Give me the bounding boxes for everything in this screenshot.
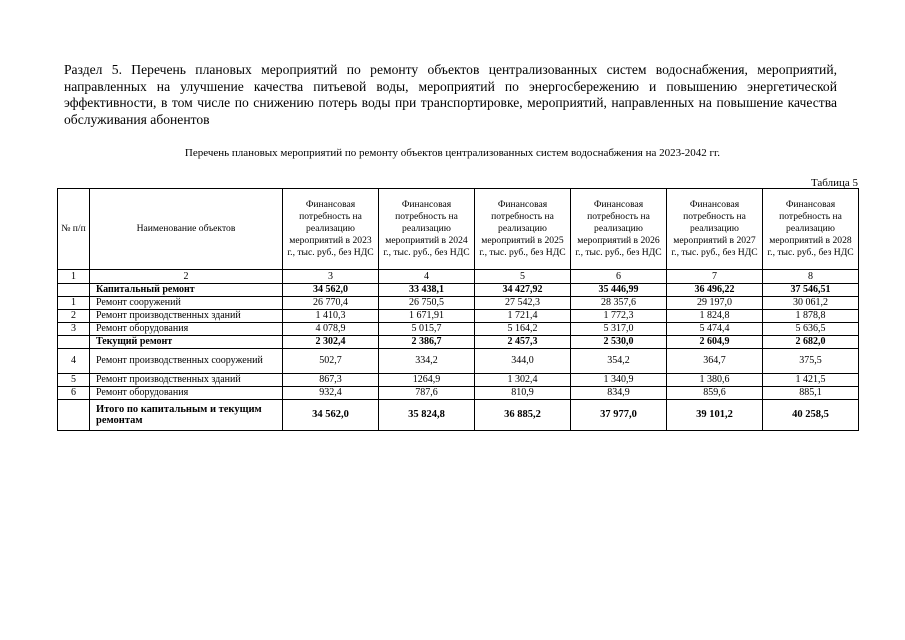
row-value: 5 015,7: [379, 323, 475, 336]
row-value: 834,9: [571, 387, 667, 400]
row-value: 1 721,4: [475, 310, 571, 323]
column-number: 8: [763, 270, 859, 284]
row-value: 2 530,0: [571, 336, 667, 349]
row-value: 334,2: [379, 349, 475, 374]
row-name: Ремонт сооружений: [90, 297, 283, 310]
row-name: Ремонт производственных зданий: [90, 374, 283, 387]
table-row-current-repair: [58, 336, 859, 349]
table-row: [58, 323, 859, 336]
row-value: 1 878,8: [763, 310, 859, 323]
row-index: 2: [58, 310, 90, 323]
row-value: 34 427,92: [475, 284, 571, 297]
row-value: 34 562,0: [283, 400, 379, 431]
header-year-2026: Финансовая потребность на реализацию мероприятий в 2026 г., тыс. руб., без НДС: [571, 189, 667, 270]
row-index: [58, 400, 90, 431]
table-row: [58, 349, 859, 374]
header-year-2028: Финансовая потребность на реализацию мероприятий в 2028 г., тыс. руб., без НДС: [763, 189, 859, 270]
header-name: Наименование объектов: [90, 189, 283, 270]
row-value: 859,6: [667, 387, 763, 400]
row-value: 26 770,4: [283, 297, 379, 310]
row-value: 867,3: [283, 374, 379, 387]
row-name: Капитальный ремонт: [90, 284, 283, 297]
row-value: 37 977,0: [571, 400, 667, 431]
row-value: 36 496,22: [667, 284, 763, 297]
row-value: 787,6: [379, 387, 475, 400]
row-value: 1 410,3: [283, 310, 379, 323]
table-row: [58, 297, 859, 310]
row-value: 1 772,3: [571, 310, 667, 323]
row-value: 4 078,9: [283, 323, 379, 336]
header-year-2024: Финансовая потребность на реализацию мероприятий в 2024 г., тыс. руб., без НДС: [379, 189, 475, 270]
table-row: [58, 387, 859, 400]
row-value: 33 438,1: [379, 284, 475, 297]
row-value: 2 604,9: [667, 336, 763, 349]
row-value: 26 750,5: [379, 297, 475, 310]
row-value: 36 885,2: [475, 400, 571, 431]
table-row-capital-repair: [58, 284, 859, 297]
header-year-2025: Финансовая потребность на реализацию мероприятий в 2025 г., тыс. руб., без НДС: [475, 189, 571, 270]
row-value: 40 258,5: [763, 400, 859, 431]
table-label: Таблица 5: [810, 177, 858, 189]
column-number: 2: [90, 270, 283, 284]
table-row: [58, 374, 859, 387]
row-value: 5 636,5: [763, 323, 859, 336]
column-number: 3: [283, 270, 379, 284]
row-value: 35 446,99: [571, 284, 667, 297]
row-value: 1 302,4: [475, 374, 571, 387]
row-value: 1 340,9: [571, 374, 667, 387]
column-number: 6: [571, 270, 667, 284]
row-value: 1 824,8: [667, 310, 763, 323]
table-header-row: [58, 189, 859, 270]
row-value: 35 824,8: [379, 400, 475, 431]
row-value: 34 562,0: [283, 284, 379, 297]
row-value: 1264,9: [379, 374, 475, 387]
row-value: 810,9: [475, 387, 571, 400]
row-index: 5: [58, 374, 90, 387]
repair-plan-table: [57, 188, 859, 431]
row-value: 39 101,2: [667, 400, 763, 431]
row-index: 6: [58, 387, 90, 400]
row-value: 502,7: [283, 349, 379, 374]
row-value: 354,2: [571, 349, 667, 374]
row-value: 344,0: [475, 349, 571, 374]
row-value: 37 546,51: [763, 284, 859, 297]
row-value: 375,5: [763, 349, 859, 374]
row-value: 5 164,2: [475, 323, 571, 336]
header-year-2027: Финансовая потребность на реализацию мероприятий в 2027 г., тыс. руб., без НДС: [667, 189, 763, 270]
row-value: 5 317,0: [571, 323, 667, 336]
row-value: 1 380,6: [667, 374, 763, 387]
column-number: 1: [58, 270, 90, 284]
header-idx: № п/п: [58, 189, 90, 270]
section-heading: Раздел 5. Перечень плановых мероприятий по ремонту объектов централизованных систем водоснабжения, мероприятий, направленных на улучшение качества питьевой воды, мероприятий по энергосбережению и повышению энергетической эффективности, в том числе по снижению потерь воды при транспортировке, мероприятий, направленных на повышение качества обслуживания абонентов: [64, 62, 837, 127]
row-value: 885,1: [763, 387, 859, 400]
row-value: 1 421,5: [763, 374, 859, 387]
row-value: 2 682,0: [763, 336, 859, 349]
row-index: 1: [58, 297, 90, 310]
row-value: 5 474,4: [667, 323, 763, 336]
column-number-row: [58, 270, 859, 284]
row-value: 1 671,91: [379, 310, 475, 323]
row-index: [58, 336, 90, 349]
row-value: 27 542,3: [475, 297, 571, 310]
table-title: Перечень плановых мероприятий по ремонту объектов централизованных систем водоснабжения на 2023-2042 гг.: [184, 147, 721, 159]
column-number: 4: [379, 270, 475, 284]
row-value: 364,7: [667, 349, 763, 374]
row-name: Ремонт производственных зданий: [90, 310, 283, 323]
row-index: [58, 284, 90, 297]
row-value: 2 457,3: [475, 336, 571, 349]
column-number: 5: [475, 270, 571, 284]
row-name: Ремонт производственных сооружений: [90, 349, 283, 374]
row-name: Ремонт оборудования: [90, 323, 283, 336]
header-year-2023: Финансовая потребность на реализацию мероприятий в 2023 г., тыс. руб., без НДС: [283, 189, 379, 270]
row-index: 4: [58, 349, 90, 374]
row-value: 932,4: [283, 387, 379, 400]
row-name: Текущий ремонт: [90, 336, 283, 349]
row-value: 29 197,0: [667, 297, 763, 310]
row-value: 28 357,6: [571, 297, 667, 310]
row-index: 3: [58, 323, 90, 336]
row-value: 2 386,7: [379, 336, 475, 349]
row-value: 30 061,2: [763, 297, 859, 310]
row-name: Ремонт оборудования: [90, 387, 283, 400]
table-row: [58, 310, 859, 323]
row-value: 2 302,4: [283, 336, 379, 349]
row-name: Итого по капитальным и текущим ремонтам: [90, 400, 283, 431]
column-number: 7: [667, 270, 763, 284]
table-row-total: [58, 400, 859, 431]
